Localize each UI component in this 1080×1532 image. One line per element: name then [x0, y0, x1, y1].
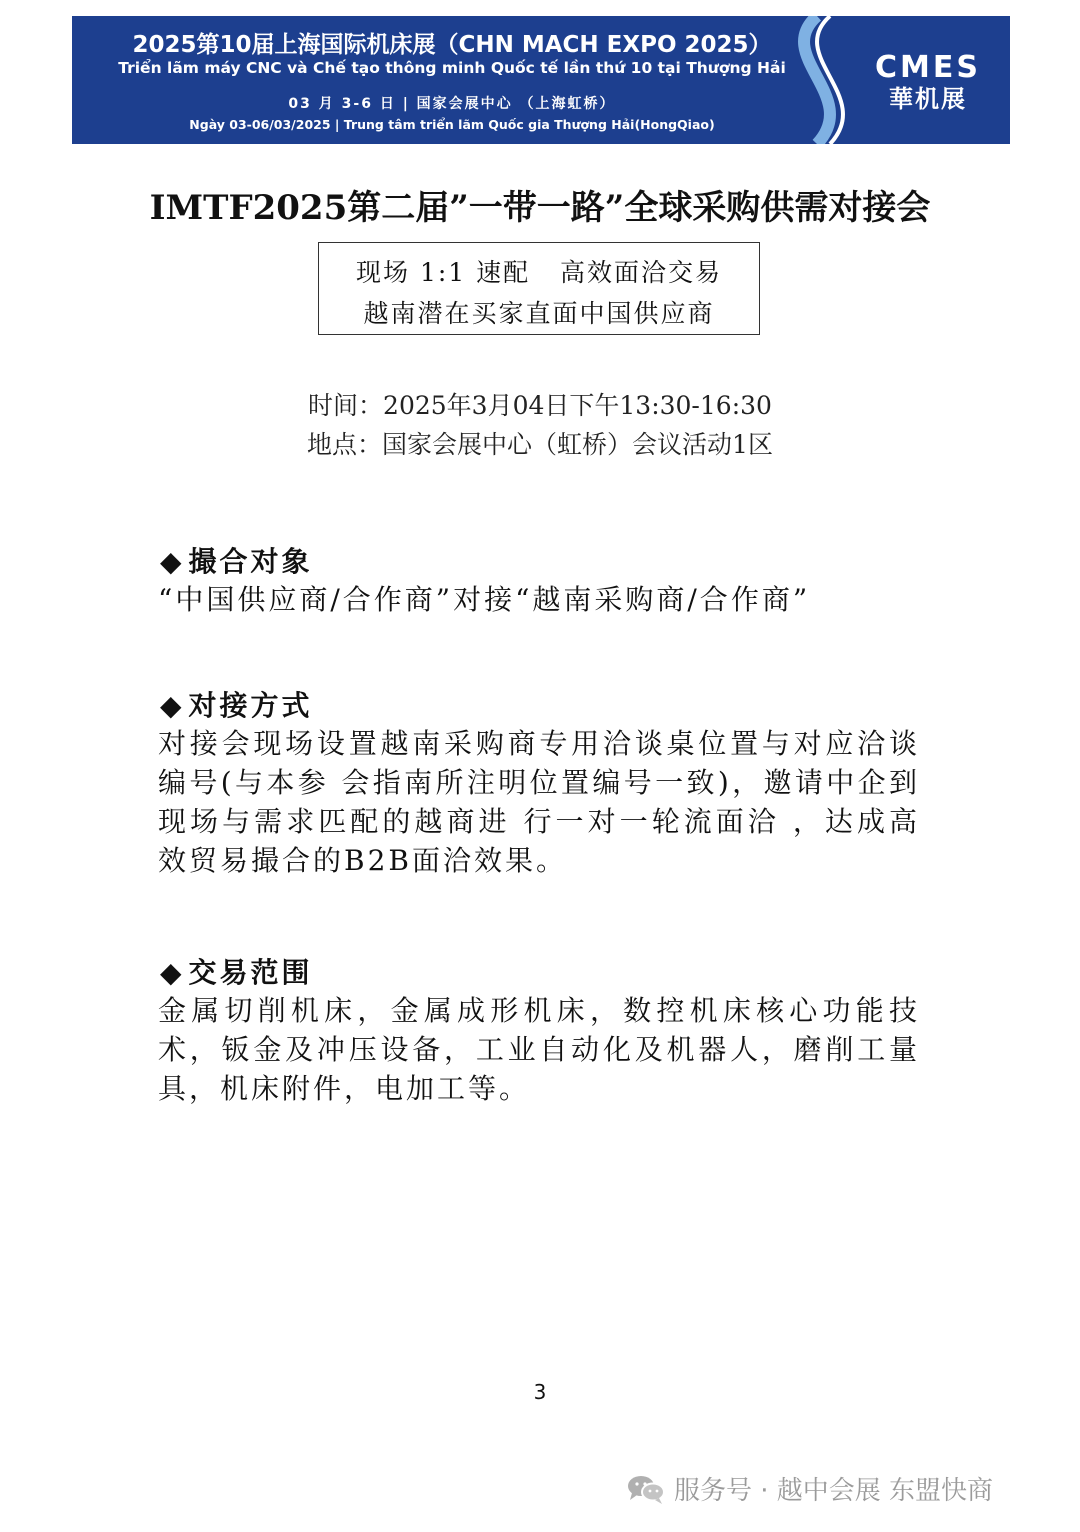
section-heading-matching	[160, 540, 313, 580]
wechat-watermark	[626, 1470, 993, 1507]
subtitle-box	[318, 242, 760, 335]
subtitle-line-2: 越南潜在买家直面中国供应商	[363, 299, 715, 328]
section-body-matching: “中国供应商/合作商”对接“越南采购商/合作商”	[158, 583, 811, 616]
diamond-bullet-icon: ◆	[160, 956, 185, 989]
page-title: IMTF2025第二届”一带一路”全球采购供需对接会	[149, 188, 931, 228]
wechat-icon	[626, 1473, 666, 1505]
event-time: 时间：2025年3月04日下午13:30-16:30	[308, 391, 772, 420]
section-heading-text: 撮合对象	[188, 545, 313, 578]
event-place: 地点：国家会展中心（虹桥）会议活动1区	[307, 430, 773, 459]
page-number: 3	[533, 1380, 547, 1404]
section-body-method: 对接会现场设置越南采购商专用洽谈桌位置与对应洽谈编号(与本参 会指南所注明位置编号一致)，邀请中企到现场与需求匹配的越商进 行一对一轮流面洽 ，达成高效贸易撮合的B2B面洽效果。	[158, 727, 920, 877]
section-heading-method	[160, 684, 313, 724]
section-body-scope: 金属切削机床，金属成形机床，数控机床核心功能技术，钣金及冲压设备，工业自动化及机器人，磨削工量具，机床附件，电加工等。	[158, 994, 920, 1105]
banner-date-venue: 03 月 3-6 日 | 国家会展中心 （上海虹桥）	[288, 96, 616, 112]
logo-chinese: 華机展	[889, 85, 967, 113]
cmes-logo	[858, 52, 998, 114]
diamond-bullet-icon: ◆	[160, 689, 185, 722]
banner-title: 2025第10届上海国际机床展（CHN MACH EXPO 2025）	[132, 32, 772, 58]
subtitle-line-1: 现场 1:1 速配 高效面洽交易	[356, 258, 722, 287]
banner-vietnamese-title: Triển lãm máy CNC và Chế tạo thông minh Quốc tế lần thứ 10 tại Thượng Hải	[118, 59, 786, 77]
logo-english: CMES	[875, 50, 981, 85]
expo-banner	[72, 16, 1010, 144]
banner-vietnamese-date-venue: Ngày 03-06/03/2025 | Trung tâm triển lãm Quốc gia Thượng Hải(HongQiao)	[189, 117, 715, 132]
section-heading-text: 对接方式	[188, 689, 313, 722]
diamond-bullet-icon: ◆	[160, 545, 185, 578]
section-heading-scope	[160, 951, 313, 991]
watermark-text: 服务号 · 越中会展 东盟快商	[674, 1476, 994, 1506]
section-heading-text: 交易范围	[188, 956, 313, 989]
